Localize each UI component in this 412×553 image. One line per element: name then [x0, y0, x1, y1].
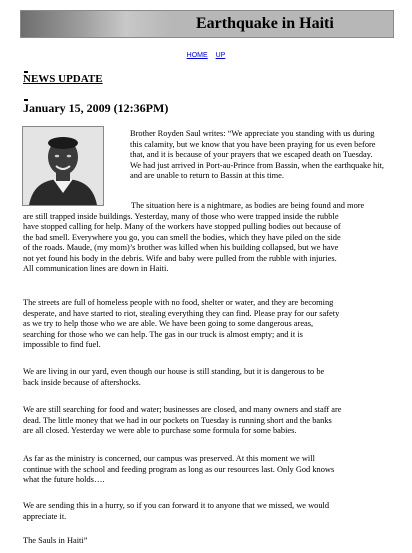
text-line: Brother Royden Saul writes: “We appreciate you standing with us during — [130, 129, 375, 138]
paragraph-2 — [23, 201, 364, 275]
paragraph-3 — [23, 298, 339, 351]
text-line: as we try to help those who we are able. We have been going to some dangerous areas, — [23, 319, 314, 328]
text-line: impossible to find fuel. — [23, 340, 101, 349]
text-line: desperate, and have started to riot, stealing everything they can find. Please pray for our safety — [23, 308, 340, 318]
text-line: back inside because of aftershocks. — [23, 377, 141, 387]
text-line: the bad smell. Everywhere you go, you can smell the bodies, which they have piled on the side — [23, 232, 341, 242]
text-line: not yet found his body in the debris. Wife and baby were pulled from the rubble with injuries. — [23, 253, 337, 263]
text-line: dead. The little money that we had in our pockets on Tuesday is running short and the banks — [23, 415, 332, 425]
text-line: We are sending this in a hurry, so if you can forward it to anyone that we missed, we would — [23, 501, 330, 510]
text-line: We had just arrived in Port-au-Prince from Bassin, when the earthquake hit, — [130, 160, 384, 170]
signature-line: The Sauls in Haiti” — [23, 536, 88, 545]
text-line: All communication lines are down in Haiti. — [23, 264, 169, 273]
header-gradient — [21, 11, 171, 37]
text-line: searching for those who we can help. The gas in our truck is almost empty; and it is — [23, 329, 303, 339]
text-line: that, and it is because of your prayers that we escaped death on Tuesday. — [130, 150, 373, 159]
text-line: of the roads. Maude, (my mom)’s brother was killed when his building collapsed, but we have — [23, 243, 339, 252]
text-line: The situation here is a nightmare, as bodies are being found and more — [131, 201, 365, 210]
text-line: and are unable to return to Bassin at this time. — [130, 171, 284, 180]
text-line: are still trapped inside buildings. Yesterday, many of those who were trapped inside the rubble — [23, 211, 339, 221]
paragraph-5 — [23, 405, 341, 437]
text-line: have stopped calling for help. Many of the workers have stopped pulling bodies out because of — [23, 222, 341, 231]
section-title: NEWS UPDATE — [23, 73, 103, 85]
paragraph-7 — [23, 501, 329, 522]
portrait-illustration — [23, 127, 103, 205]
header-banner — [20, 10, 394, 38]
text-line: are all closed. Yesterday we were able to purchase some formula for some babies. — [23, 426, 297, 435]
page-title: Earthquake in Haiti — [196, 15, 334, 32]
news-date: January 15, 2009 (12:36PM) — [23, 101, 169, 115]
paragraph-8 — [23, 536, 87, 547]
text-line: this calamity, but we know that you have been praying for us even before — [130, 139, 376, 149]
nav-up-link[interactable]: UP — [215, 52, 226, 59]
text-line: what the future holds…. — [23, 475, 105, 484]
text-line: We are living in our yard, even though our house is still standing, but it is dangerous to be — [23, 367, 325, 376]
paragraph-4 — [23, 367, 324, 388]
text-line: appreciate it. — [23, 511, 67, 521]
text-line: continue with the school and feeding program as long as our resources last. Only God knows — [23, 464, 335, 474]
top-nav — [0, 52, 412, 59]
text-line: As far as the ministry is concerned, our campus was preserved. At this moment we will — [23, 454, 315, 463]
nav-home-link[interactable]: HOME — [186, 52, 208, 59]
paragraph-1 — [130, 129, 384, 182]
text-line: We are still searching for food and water; businesses are closed, and many owners and staff are — [23, 405, 342, 414]
text-line: The streets are full of homeless people with no food, shelter or water, and they are becoming — [23, 298, 334, 307]
paragraph-6 — [23, 454, 334, 486]
author-photo — [22, 126, 104, 206]
